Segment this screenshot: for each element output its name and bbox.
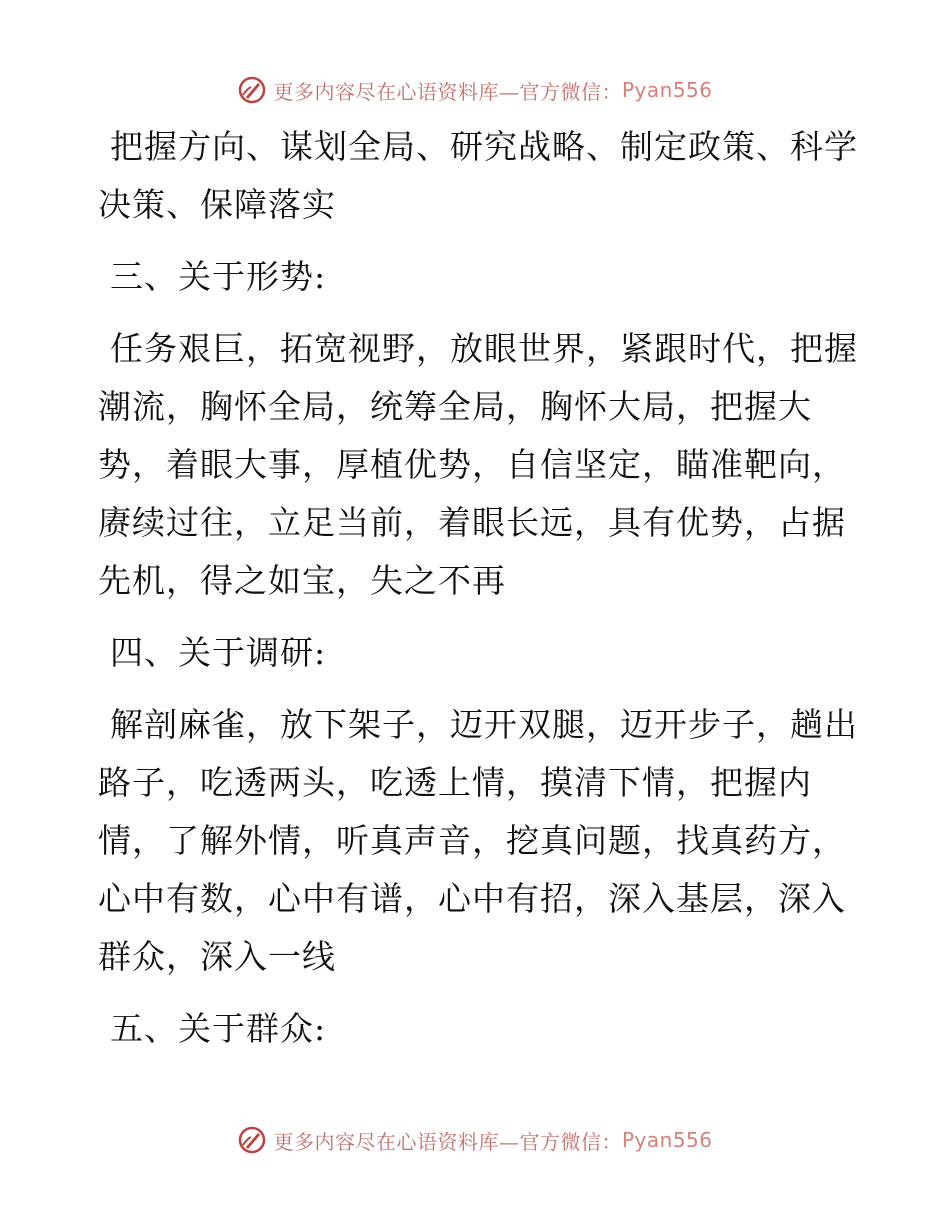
heading-situation: 三、关于形势: [110,257,327,296]
paragraph-research: 解剖麻雀，放下架子，迈开双腿，迈开步子，趟出路子，吃透两头，吃透上情，摸清下情，把握内情，了解外情，听真声音，挖真问题，找真药方，心中有数，心中有谱，心中有招，深入基层，深入群众，深入一线 [98,705,858,976]
quill-logo-icon [237,1125,267,1155]
paragraph-principles: 把握方向、谋划全局、研究战略、制定政策、科学决策、保障落实 [98,127,858,224]
header-wechat-id: Pyan556 [621,78,713,102]
footer-banner [0,1120,950,1160]
heading-research: 四、关于调研: [110,633,327,672]
footer-banner-text: 更多内容尽在心语资料库—官方微信： [273,1129,622,1154]
quill-logo-icon [237,75,267,105]
paragraph-situation: 任务艰巨，拓宽视野，放眼世界，紧跟时代，把握潮流，胸怀全局，统筹全局，胸怀大局，把握大势，着眼大事，厚植优势，自信坚定，瞄准靶向，赓续过往，立足当前，着眼长远，具有优势，占据先机，得之如宝，失之不再 [98,329,858,600]
heading-masses: 五、关于群众: [110,1009,327,1048]
footer-wechat-id: Pyan556 [621,1128,713,1152]
header-banner-text: 更多内容尽在心语资料库—官方微信： [273,79,622,104]
document-body [98,118,858,1072]
header-banner [0,70,950,110]
